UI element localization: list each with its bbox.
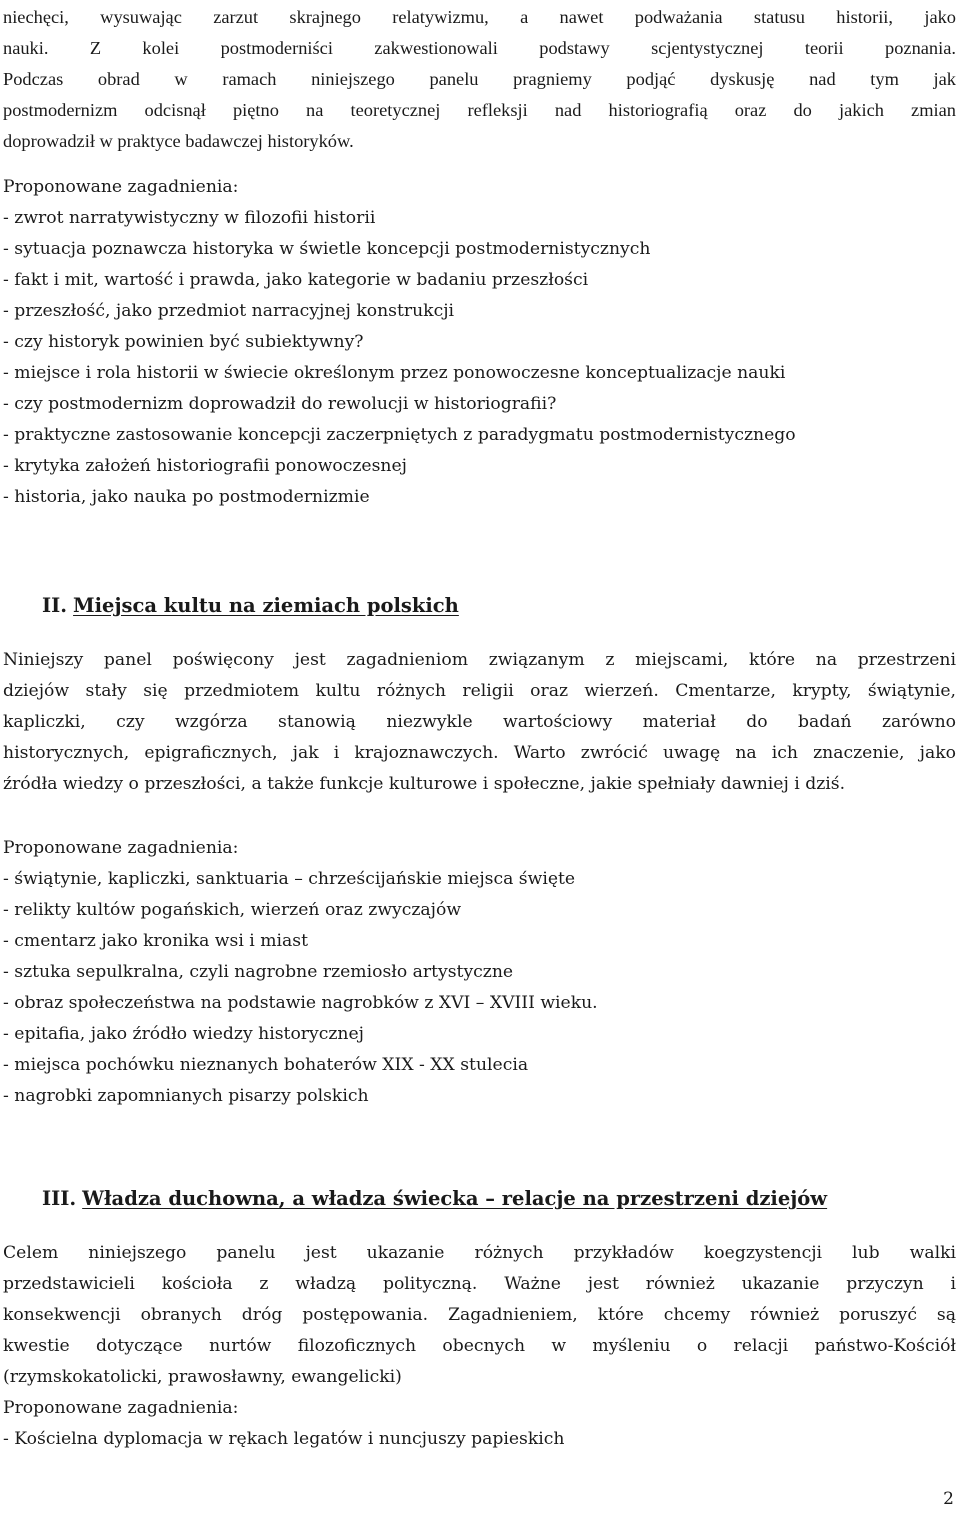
description-line: Niniejszy panel poświęcony jest zagadnieniom związanym z miejscami, które na przestrzeni (3, 650, 956, 670)
topic-item: - miejsce i rola historii w świecie określonym przez ponowoczesne konceptualizacje nauki (3, 363, 786, 383)
description-line: kwestie dotyczące nurtów filozoficznych obecnych w myśleniu o relacji państwo-Kościół (3, 1336, 956, 1356)
topic-item: - przeszłość, jako przedmiot narracyjnej konstrukcji (3, 301, 455, 321)
description-line: historycznych, epigraficznych, jak i krajoznawczych. Warto zwrócić uwagę na ich znaczenie, jako (3, 743, 956, 763)
page-number: 2 (943, 1489, 954, 1509)
description-line: przedstawicieli kościoła z władzą polityczną. Ważne jest również ukazanie przyczyn i (3, 1274, 956, 1294)
intro-line: Podczas obrad w ramach niniejszego panelu pragniemy podjąć dyskusję nad tym jak (3, 69, 956, 89)
intro-line: niechęci, wysuwając zarzut skrajnego relatywizmu, a nawet podważania statusu historii, jako (3, 7, 956, 27)
topic-item: - obraz społeczeństwa na podstawie nagrobków z XVI – XVIII wieku. (3, 993, 598, 1013)
topic-item: - czy historyk powinien być subiektywny? (3, 332, 364, 352)
topic-item: - sytuacja poznawcza historyka w świetle koncepcji postmodernistycznych (3, 239, 651, 259)
section3-description (3, 1238, 956, 1455)
description-line: konsekwencji obranych dróg postępowania. Zagadnieniem, które chcemy również poruszyć są (3, 1305, 956, 1325)
topic-item: - krytyka założeń historiografii ponowoczesnej (3, 456, 407, 476)
section-title: Miejsca kultu na ziemiach polskich (73, 594, 459, 617)
topic-item: - miejsca pochówku nieznanych bohaterów XIX - XX stulecia (3, 1055, 529, 1075)
description-line: (rzymskokatolicki, prawosławny, ewangelicki) (3, 1367, 402, 1387)
section-title: Władza duchowna, a władza świecka – relacje na przestrzeni dziejów (82, 1187, 828, 1210)
intro-line: postmodernizm odcisnął piętno na teoretycznej refleksji nad historiografią oraz do jakich zmian (3, 100, 956, 120)
section2-description (3, 645, 956, 800)
topic-item: - sztuka sepulkralna, czyli nagrobne rzemiosło artystyczne (3, 962, 514, 982)
section1-topics (3, 172, 956, 513)
section-number: II. (42, 594, 68, 617)
section-number: III. (42, 1187, 77, 1210)
topic-item: - cmentarz jako kronika wsi i miast (3, 931, 309, 951)
topics-label: Proponowane zagadnienia: (3, 1398, 239, 1418)
section2-heading (42, 592, 459, 620)
description-line: kapliczki, czy wzgórza stanowią niezwykle wartościowy materiał do badań zarówno (3, 712, 956, 732)
topic-item: - praktyczne zastosowanie koncepcji zaczerpniętych z paradygmatu postmodernistycznego (3, 425, 796, 445)
description-line: źródła wiedzy o przeszłości, a także funkcje kulturowe i społeczne, jakie spełniały dawniej i dziś. (3, 774, 846, 794)
intro-line: doprowadził w praktyce badawczej historyków. (3, 131, 354, 151)
topic-item: - Kościelna dyplomacja w rękach legatów i nuncjuszy papieskich (3, 1429, 565, 1449)
topic-item: - nagrobki zapomnianych pisarzy polskich (3, 1086, 369, 1106)
topic-item: - czy postmodernizm doprowadził do rewolucji w historiografii? (3, 394, 557, 414)
intro-paragraph (3, 2, 956, 157)
section3-heading (42, 1185, 827, 1213)
topic-item: - zwrot narratywistyczny w filozofii historii (3, 208, 376, 228)
topics-label: Proponowane zagadnienia: (3, 177, 239, 197)
section2-topics (3, 833, 956, 1112)
description-line: Celem niniejszego panelu jest ukazanie różnych przykładów koegzystencji lub walki (3, 1243, 956, 1263)
topic-item: - relikty kultów pogańskich, wierzeń oraz zwyczajów (3, 900, 462, 920)
topics-label: Proponowane zagadnienia: (3, 838, 239, 858)
topic-item: - fakt i mit, wartość i prawda, jako kategorie w badaniu przeszłości (3, 270, 589, 290)
topic-item: - epitafia, jako źródło wiedzy historycznej (3, 1024, 364, 1044)
description-line: dziejów stały się przedmiotem kultu różnych religii oraz wierzeń. Cmentarze, krypty, świątynie, (3, 681, 956, 701)
intro-line: nauki. Z kolei postmoderniści zakwestionowali podstawy scjentystycznej teorii poznania. (3, 38, 956, 58)
topic-item: - świątynie, kapliczki, sanktuaria – chrześcijańskie miejsca święte (3, 869, 576, 889)
topic-item: - historia, jako nauka po postmodernizmie (3, 487, 370, 507)
